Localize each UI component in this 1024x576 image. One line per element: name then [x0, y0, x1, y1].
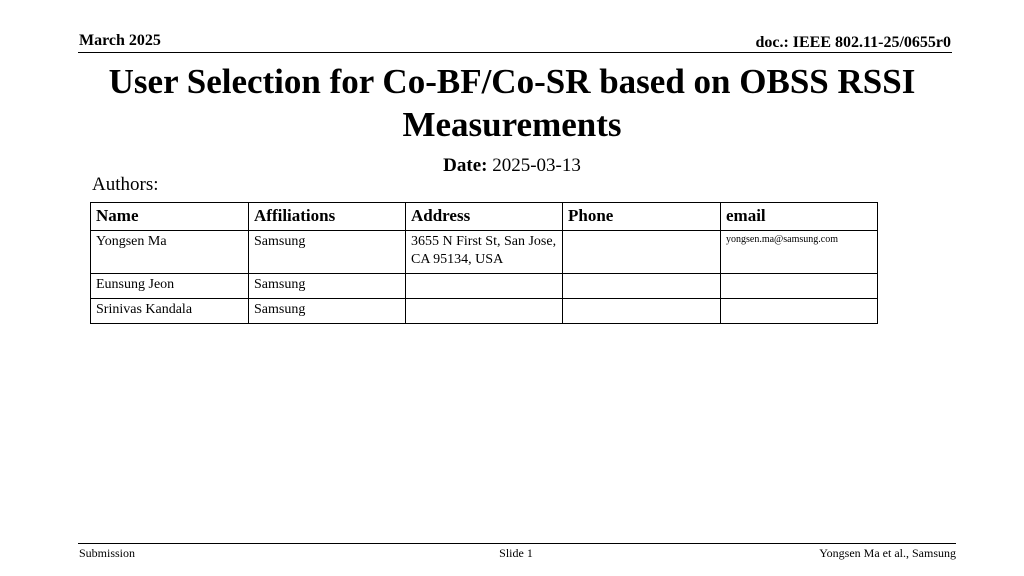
- cell-name: Yongsen Ma: [91, 231, 249, 274]
- cell-phone: [563, 274, 721, 299]
- header-phone: Phone: [563, 203, 721, 231]
- header-date: March 2025: [79, 32, 161, 49]
- date-value: 2025-03-13: [492, 155, 581, 176]
- header-address: Address: [406, 203, 563, 231]
- table-row: [91, 299, 878, 324]
- footer-divider: [78, 543, 956, 544]
- authors-table: [90, 202, 878, 324]
- cell-address: [406, 299, 563, 324]
- footer-slide-number: Slide 1: [499, 546, 533, 560]
- date-label: Date:: [443, 155, 488, 176]
- header-affiliations: Affiliations: [249, 203, 406, 231]
- cell-name: Eunsung Jeon: [91, 274, 249, 299]
- cell-address: [406, 274, 563, 299]
- cell-phone: [563, 231, 721, 274]
- cell-phone: [563, 299, 721, 324]
- table-row: [91, 231, 878, 274]
- header-doc-id: doc.: IEEE 802.11-25/0655r0: [755, 34, 951, 51]
- cell-address: 3655 N First St, San Jose, CA 95134, USA: [406, 231, 563, 274]
- cell-affiliation: Samsung: [249, 274, 406, 299]
- table-row: [91, 274, 878, 299]
- footer-authors: Yongsen Ma et al., Samsung: [819, 546, 956, 560]
- slide-title: User Selection for Co-BF/Co-SR based on OBSS RSSI Measurements: [108, 62, 916, 144]
- cell-affiliation: Samsung: [249, 299, 406, 324]
- header-divider: [78, 52, 952, 53]
- authors-label: Authors:: [92, 174, 159, 195]
- cell-email: [721, 299, 878, 324]
- header-email: email: [721, 203, 878, 231]
- cell-email: yongsen.ma@samsung.com: [721, 231, 878, 274]
- footer-submission: Submission: [79, 546, 136, 560]
- cell-affiliation: Samsung: [249, 231, 406, 274]
- cell-email: [721, 274, 878, 299]
- cell-name: Srinivas Kandala: [91, 299, 249, 324]
- header-name: Name: [91, 203, 249, 231]
- table-header-row: [91, 203, 878, 231]
